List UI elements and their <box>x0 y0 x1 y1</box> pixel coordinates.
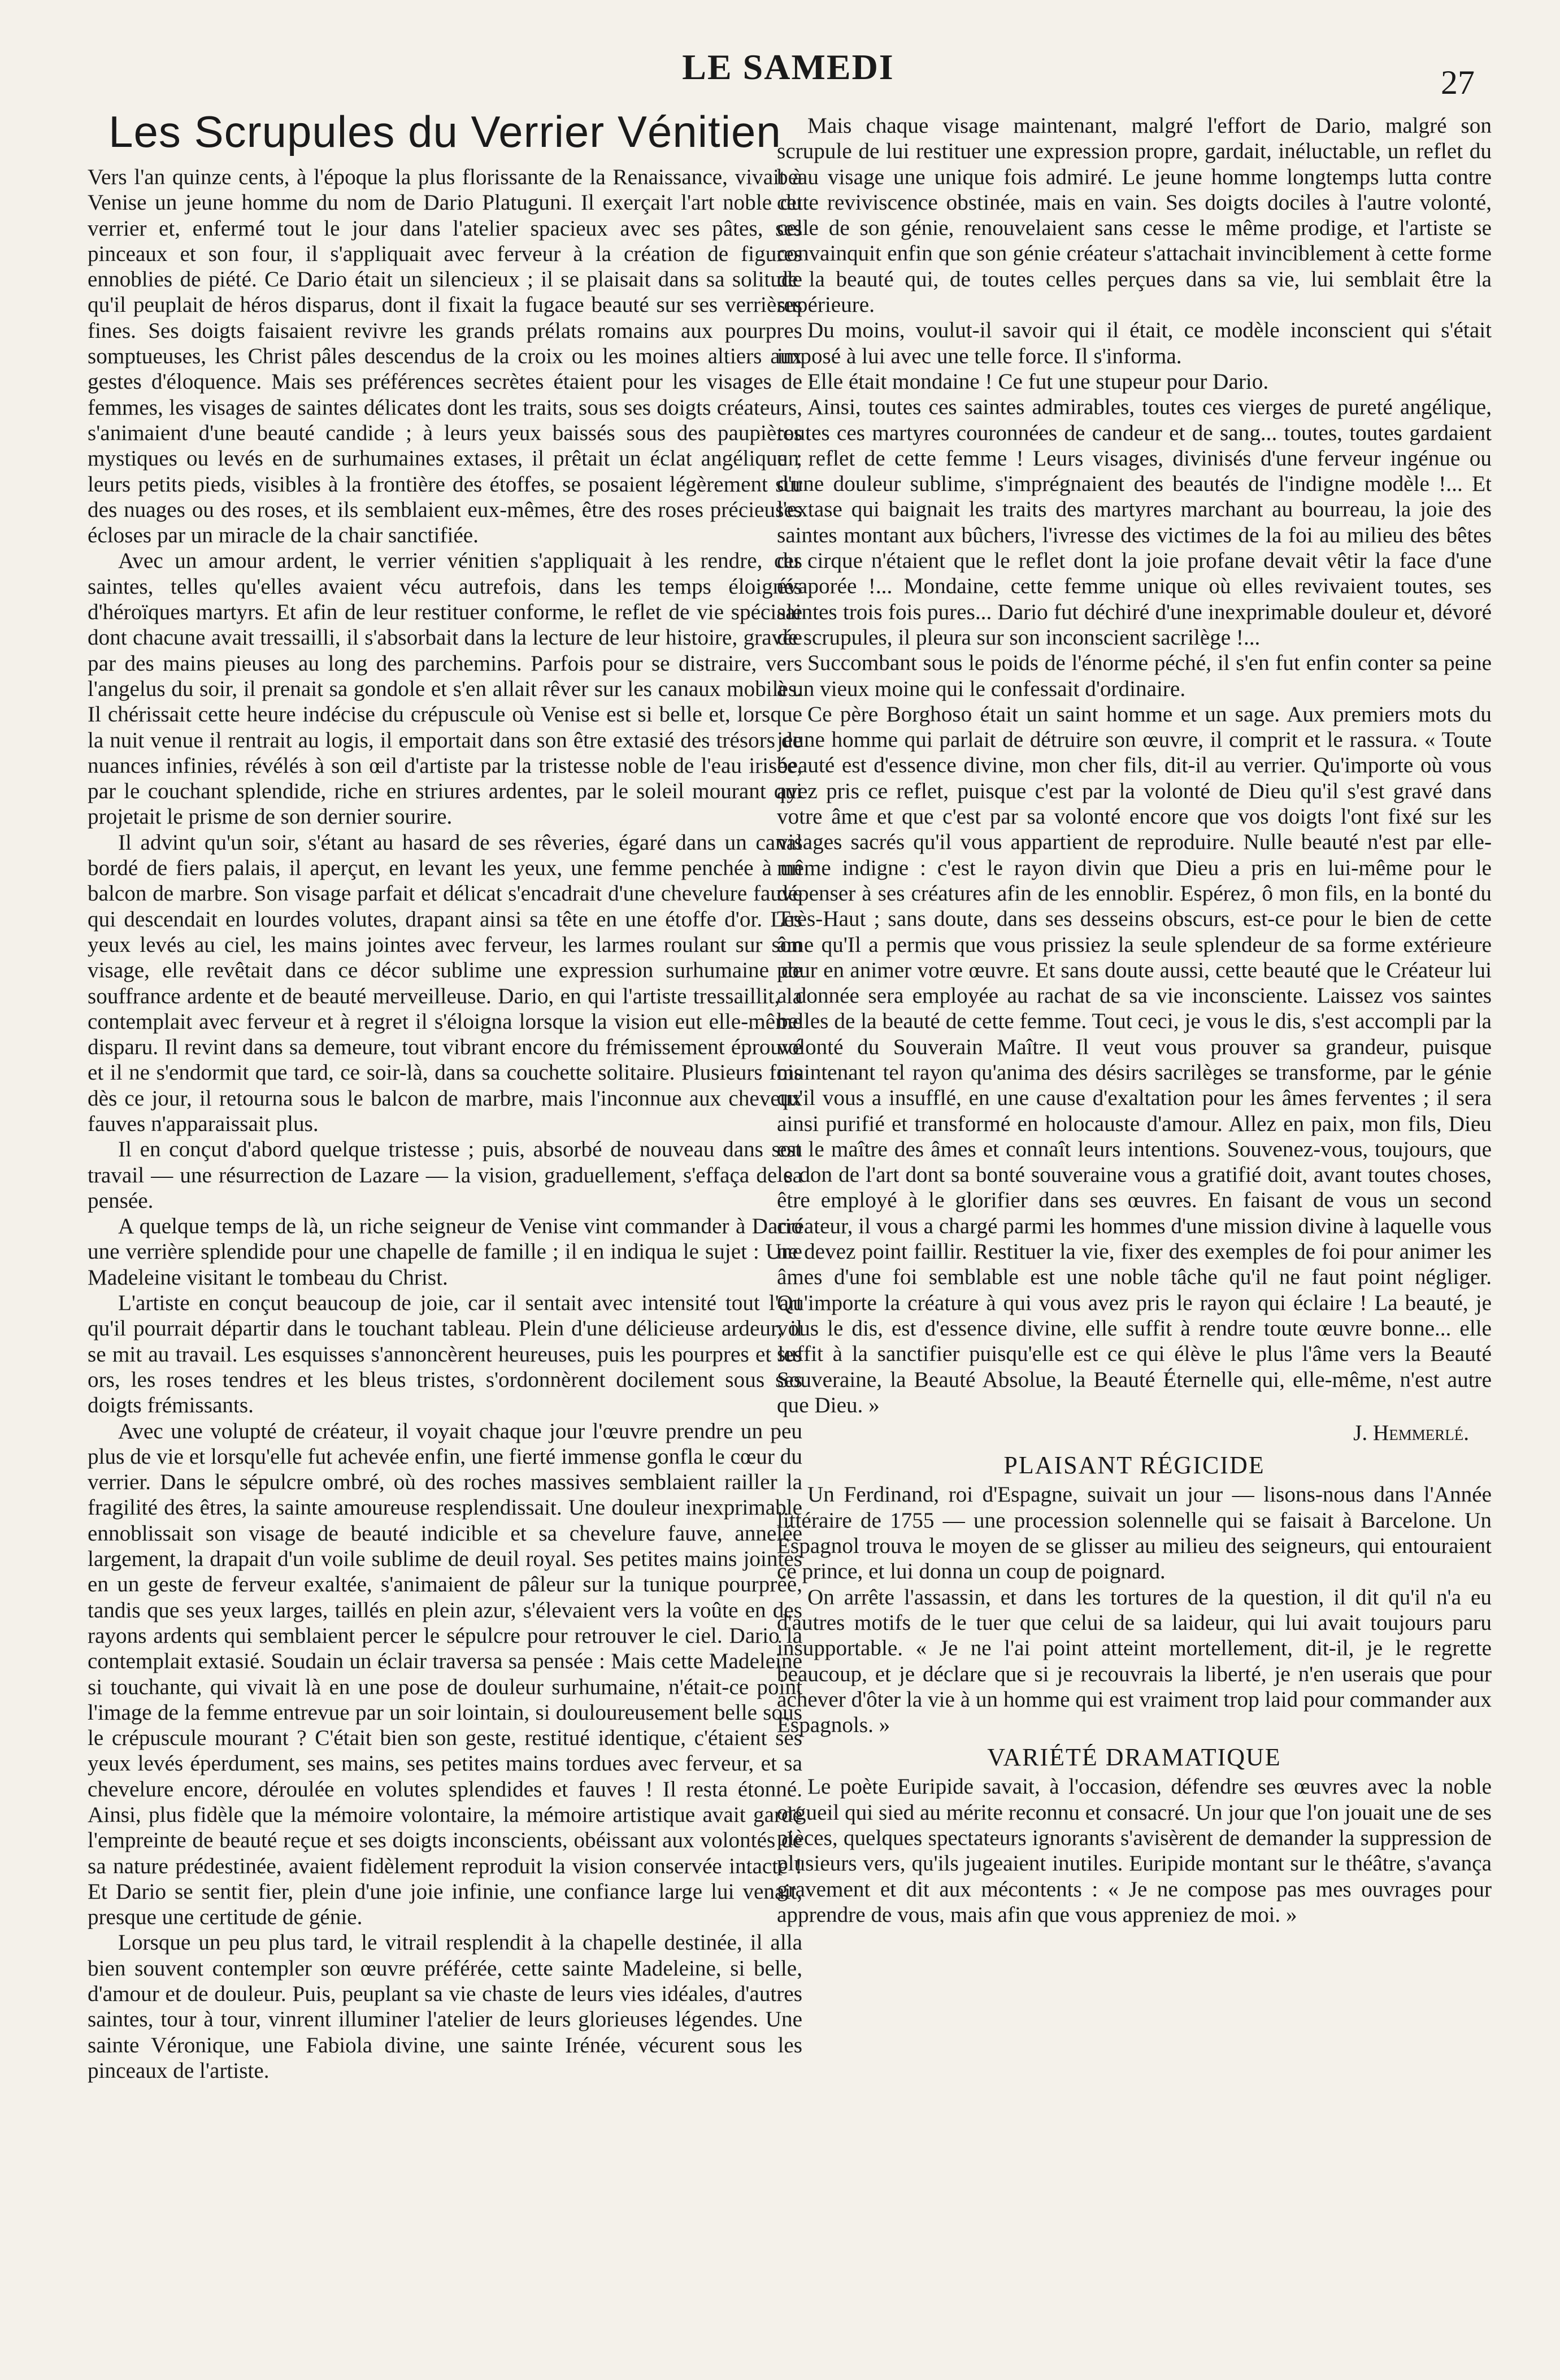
article-title: Les Scrupules du Verrier Vénitien <box>108 107 781 156</box>
article-paragraph: Ce père Borghoso était un saint homme et un sage. Aux premiers mots du jeune homme qui parlait de détruire son œuvre, il comprit et le rassura. « Toute beauté est d'essence divine, mon cher fils, dit-il au verrier. Qu'importe où vous ayez pris ce reflet, puisque c'est par la volonté de Dieu qu'il s'est gravé dans votre âme et que c'est par sa volonté encore que vos doigts l'ont fixé sur les visages sacrés qu'il vous appartient de reproduire. Nulle beauté n'est par elle-même indigne : c'est le rayon divin que Dieu a pris en lui-même pour le dépenser à ses créatures afin de les ennoblir. Espérez, ô mon fils, en la bonté du Très-Haut ; sans doute, dans ses desseins obscurs, est-ce pour le bien de cette âme qu'Il a permis que vous prissiez la seule splendeur de sa forme extérieure pour en animer votre œuvre. Et sans doute aussi, cette beauté que le Créateur lui a donnée sera employée au rachat de sa vie inconsciente. Laissez vos saintes belles de la beauté de cette femme. Tout ceci, je vous le dis, s'est accompli par la volonté du Souverain Maître. Il veut vous prouver sa grandeur, puisque maintenant tel rayon qu'anima des désirs sacrilèges se transforme, par le génie qu'il vous a insufflé, en une cause d'exaltation pour les âmes ferventes ; il sera ainsi purifié et transformé en holocauste d'amour. Allez en paix, mon fils, Dieu est le maître des âmes et connaît leurs intentions. Souvenez-vous, toujours, que le don de l'art dont sa bonté souveraine vous a gratifié doit, avant toutes choses, être employé à le glorifier dans ses œuvres. En faisant de vous un second créateur, il vous a chargé parmi les hommes d'une mission divine à laquelle vous ne devez point faillir. Restituer la vie, fixer des exemples de foi pour animer les âmes d'une foi semblable est une noble tâche qu'il ne faut point négliger. Qu'importe la créature à qui vous avez pris le rayon qui éclaire ! La beauté, je vous le dis, est d'essence divine, elle suffit à rendre toute œuvre bonne... elle suffit à la sanctifier puisqu'elle est ce qui élève le plus l'âme vers la Beauté Souveraine, la Beauté Absolue, la Beauté Éternelle qui, elle-même, n'est autre que Dieu. » <box>777 702 1492 1417</box>
article-paragraph: A quelque temps de là, un riche seigneur de Venise vint commander à Dario une verrière splendide pour une chapelle de famille ; il en indiqua le sujet : Une Madeleine visitant le tombeau du Christ. <box>88 1214 802 1290</box>
article-paragraph: Lorsque un peu plus tard, le vitrail resplendit à la chapelle destinée, il alla bien souvent contempler son œuvre préférée, cette sainte Madeleine, si belle, d'amour et de douleur. Puis, peuplant sa vie chaste de leurs vies idéales, d'autres saintes, tour à tour, vinrent illuminer l'atelier de leurs glorieuses légendes. Une sainte Véronique, une Fabiola divine, une sainte Irénée, vécurent sous les pinceaux de l'artiste. <box>88 1930 802 2083</box>
section-title-regicide: PLAISANT RÉGICIDE <box>1003 1451 1265 1480</box>
article-paragraph: Il advint qu'un soir, s'étant au hasard de ses rêveries, égaré dans un canal bordé de fiers palais, il aperçut, en levant les yeux, une femme penchée à un balcon de marbre. Son visage parfait et délicat s'encadrait d'une chevelure fauve qui descendait en lourdes volutes, drapant ainsi sa tête en une étoffe d'or. Les yeux levés au ciel, les mains jointes avec ferveur, les larmes roulant sur son visage, elle revêtait dans ce décor sublime une expression surhumaine de souffrance ardente et de beauté merveilleuse. Dario, en qui l'artiste tressaillit, la contemplait avec ferveur et à regret il s'éloigna lorsque la vision eut elle-même disparu. Il revint dans sa demeure, tout vibrant encore du frémissement éprouvé et il ne s'endormit que tard, ce soir-là, dans sa couchette solitaire. Plusieurs fois dès ce jour, il retourna sous le balcon de marbre, mais l'inconnue aux cheveux fauves n'apparaissait plus. <box>88 830 802 1136</box>
article-paragraph: Ainsi, toutes ces saintes admirables, toutes ces vierges de pureté angélique, toutes ces martyres couronnées de candeur et de sang... toutes, toutes gardaient un reflet de cette femme ! Leurs visages, divinisés d'une ferveur ingénue ou d'une douleur sublime, s'imprégnaient des beautés de l'indigne modèle !... Et l'extase qui baignait les traits des martyres marchant au bourreau, la joie des saintes montant aux bûchers, l'ivresse des victimes de la foi au milieu des bêtes du cirque n'étaient que le reflet dont la joie profane devait vêtir la face d'une évaporée !... Mondaine, cette femme unique où elles revivaient toutes, ses saintes trois fois pures... Dario fut déchiré d'une inexprimable douleur et, dévoré de scrupules, il pleura sur son inconscient sacrilège !... <box>777 395 1492 650</box>
author-signature: J. Hemmerlé. <box>1353 1421 1469 1446</box>
section-paragraph: On arrête l'assassin, et dans les tortures de la question, il dit qu'il n'a eu d'autres motifs de le tuer que celui de sa laideur, qui lui avait toujours paru insupportable. « Je ne l'ai point atteint mortellement, dit-il, je le regrette beaucoup, et je déclare que si je recouvrais la liberté, je n'en userais que pour achever d'ôter la vie à un homme qui est vraiment trop laid pour commander aux Espagnols. » <box>777 1585 1492 1738</box>
article-paragraph: Avec une volupté de créateur, il voyait chaque jour l'œuvre prendre un peu plus de vie et lorsqu'elle fut achevée enfin, une fierté immense gonfla le cœur du verrier. Dans le sépulcre ombré, où des roches massives semblaient railler la fragilité des êtres, la sainte amoureuse resplendissait. Une douleur inexprimable ennoblissait son visage de beauté indicible et sa chevelure fauve, annelée largement, la drapait d'un voile sublime de deuil royal. Ses petites mains jointes en un geste de ferveur exaltée, s'animaient de pâleur sur la tunique pourprée, tandis que ses yeux larges, taillés en plein azur, s'élevaient vers la voûte en des rayons ardents qui semblaient percer le sépulcre pour retrouver le ciel. Dario la contemplait extasié. Soudain un éclair traversa sa pensée : Mais cette Madeleine si touchante, qui vivait là en une pose de douleur surhumaine, n'était-ce point l'image de la femme entrevue par un soir lointain, si douloureusement belle sous le crépuscule mourant ? C'était bien son geste, restitué identique, c'étaient ses yeux levés éperdument, ses mains, ses petites mains tordues avec ferveur, et sa chevelure encore, déroulée en volutes splendides et fauves ! Il resta étonné. Ainsi, plus fidèle que la mémoire volontaire, la mémoire artistique avait gardé l'empreinte de beauté reçue et ses doigts inconscients, obéissant aux volontés de sa nature prédestinée, avaient fidèlement reproduit la vision conservée intacte ! Et Dario se sentit fier, plein d'une joie infinie, une confiance large lui venait, presque une certitude de génie. <box>88 1419 802 1930</box>
page-number: 27 <box>1441 64 1475 101</box>
section-title-variete: VARIÉTÉ DRAMATIQUE <box>987 1743 1281 1772</box>
article-paragraph: Du moins, voulut-il savoir qui il était, ce modèle inconscient qui s'était imposé à lui avec une telle force. Il s'informa. <box>777 318 1492 368</box>
article-paragraph: Mais chaque visage maintenant, malgré l'effort de Dario, malgré son scrupule de lui restituer une expression propre, gardait, inéluctable, un reflet du beau visage une unique fois admiré. Le jeune homme longtemps lutta contre cette reviviscence obstinée, mais en vain. Ses doigts dociles à l'autre volonté, celle de son génie, renouvelaient sans cesse le même prodige, et l'artiste se convainquit enfin que son génie créateur s'attachait invinciblement à cette forme de la beauté qui, de toutes celles perçues dans sa vie, lui semblait être la supérieure. <box>777 114 1492 317</box>
article-paragraph: L'artiste en conçut beaucoup de joie, car il sentait avec intensité tout l'art qu'il pourrait départir dans le touchant tableau. Plein d'une délicieuse ardeur, il se mit au travail. Les esquisses s'annoncèrent heureuses, puis les pourpres et les ors, les roses tendres et les bleus tristes, s'ordonnèrent docilement sous ses doigts frémissants. <box>88 1291 802 1418</box>
article-paragraph: Vers l'an quinze cents, à l'époque la plus florissante de la Renaissance, vivait à Venise un jeune homme du nom de Dario Platuguni. Il exerçait l'art noble du verrier et, enfermé tout le jour dans l'atelier spacieux avec ses pâtes, ses pinceaux et son four, il s'appliquait avec ferveur à la création de figures ennoblies de piété. Ce Dario était un silencieux ; il se plaisait dans sa solitude qu'il peuplait de héros disparus, dont il fixait la fugace beauté sur ses verrières fines. Ses doigts faisaient revivre les grands prélats romains aux pourpres somptueuses, les Christ pâles descendus de la croix ou les moines altiers aux gestes d'éloquence. Mais ses préférences secrètes étaient pour les visages de femmes, les visages de saintes délicates dont les traits, sous ses doigts créateurs, s'animaient d'une beauté candide ; à leurs yeux baissés sous des paupières mystiques ou levés en de surhumaines extases, il prêtait un éclat angélique ; leurs petits pieds, visibles à la frontière des étoffes, se posaient légèrement sur des nuages ou des roses, et ils semblaient eux-mêmes, être des roses précieuses écloses par un miracle de la chair sanctifiée. <box>88 165 802 548</box>
article-paragraph: Avec un amour ardent, le verrier vénitien s'appliquait à les rendre, ces saintes, telles qu'elles avaient vécu autrefois, dans les temps éloignés d'héroïques martyrs. Et afin de leur restituer conforme, le reflet de vie spéciale dont chacune avait tressailli, il s'absorbait dans la lecture de leur histoire, gravée par des mains pieuses au long des parchemins. Parfois pour se distraire, vers l'angelus du soir, il prenait sa gondole et s'en allait rêver sur les canaux mobiles. Il chérissait cette heure indécise du crépuscule où Venise est si belle et, lorsque la nuit venue il rentrait au logis, il emportait dans son être extasié des trésors de nuances infinies, révélés à son œil d'artiste par la tristesse noble de l'eau irisée, par le couchant splendide, riche en striures ardentes, par le soleil mourant qui projetait le prisme de son dernier sourire. <box>88 549 802 829</box>
left-column <box>88 105 802 2279</box>
right-column <box>777 113 1492 2288</box>
article-paragraph: Elle était mondaine ! Ce fut une stupeur pour Dario. <box>807 369 1269 394</box>
section-paragraph: Un Ferdinand, roi d'Espagne, suivait un jour — lisons-nous dans l'Année littéraire de 1755 — une procession solennelle qui se faisait à Barcelone. Un Espagnol trouva le moyen de se glisser au milieu des seigneurs, qui entouraient ce prince, et lui donna un coup de poignard. <box>777 1482 1492 1584</box>
article-paragraph: Succombant sous le poids de l'énorme péché, il s'en fut enfin conter sa peine à un vieux moine qui le confessait d'ordinaire. <box>777 651 1492 701</box>
article-paragraph: Il en conçut d'abord quelque tristesse ; puis, absorbé de nouveau dans son travail — une résurrection de Lazare — la vision, graduellement, s'effaça de sa pensée. <box>88 1137 802 1213</box>
section-paragraph: Le poète Euripide savait, à l'occasion, défendre ses œuvres avec la noble orgueil qui sied au mérite reconnu et consacré. Un jour que l'on jouait une de ses pièces, quelques spectateurs ignorants s'avisèrent de demander la suppression de plusieurs vers, qu'ils jugeaient inutiles. Euripide montant sur le théâtre, s'avança gravement et dit aux mécontents : « Je ne compose pas mes ouvrages pour apprendre de vous, mais afin que vous appreniez de moi. » <box>777 1774 1492 1927</box>
journal-title: LE SAMEDI <box>682 47 894 87</box>
